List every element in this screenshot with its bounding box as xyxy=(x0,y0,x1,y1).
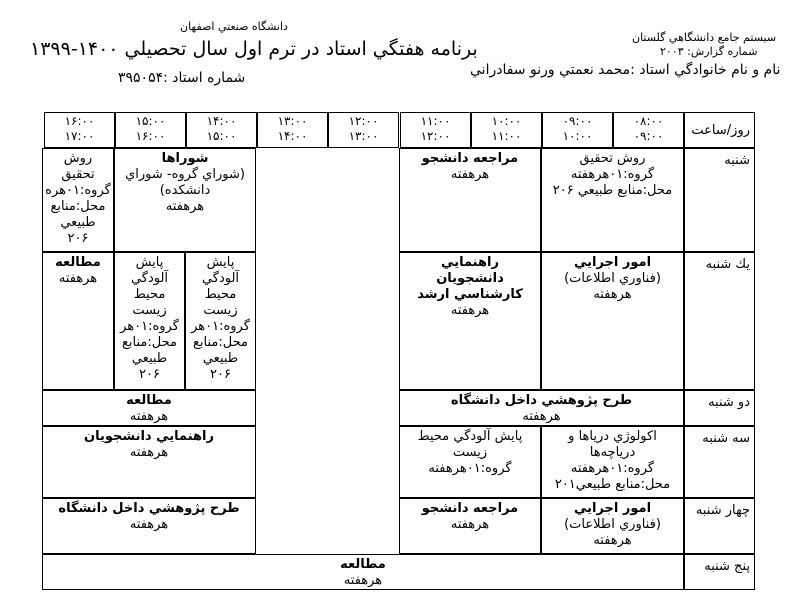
event-line: كارشناسي ارشد xyxy=(417,287,523,302)
event-line: محل:منابع طبيعي۲۰۱ xyxy=(554,477,671,492)
time-from: ۱۴:۰۰ xyxy=(206,114,237,128)
event-line: ۲۰۶ xyxy=(210,367,231,382)
event-line: ۲۰۶ xyxy=(139,367,160,382)
event-line: شوراها xyxy=(161,151,209,166)
schedule-event xyxy=(42,252,114,390)
professor-name: نام و نام خانوادگي استاد :محمد نعمتي ورنو سفادراني xyxy=(470,62,781,78)
schedule-event xyxy=(541,252,684,390)
event-line: هرهفته xyxy=(58,271,98,286)
event-line: مطالعه xyxy=(126,393,172,408)
schedule-event xyxy=(114,148,256,252)
event-line: طبيعي xyxy=(60,215,96,230)
event-line: هرهفته xyxy=(165,199,205,214)
time-to: ۱۱:۰۰ xyxy=(491,129,522,143)
schedule-event xyxy=(399,252,541,390)
day-label: چهار شنبه xyxy=(684,498,755,554)
event-line: روش xyxy=(63,151,93,166)
event-line: محل:منابع xyxy=(50,199,106,214)
event-line: محيط xyxy=(204,287,237,302)
schedule-event xyxy=(42,426,256,498)
event-line: گروه:۰۱هر xyxy=(120,319,179,334)
time-header xyxy=(542,112,613,148)
time-from: ۰۹:۰۰ xyxy=(562,114,593,128)
event-line: هرهفته xyxy=(343,573,383,588)
day-label: سه شنبه xyxy=(684,426,755,498)
event-line: (فناوري اطلاعات) xyxy=(564,517,661,532)
event-line: محل:منابع طبيعي ۲۰۶ xyxy=(552,183,673,198)
time-from: ۱۵:۰۰ xyxy=(135,114,166,128)
schedule-event xyxy=(541,498,684,554)
event-line: گروه:۰۱هرهفته xyxy=(428,461,512,476)
event-line: تحقيق xyxy=(61,167,95,182)
event-line: پايش xyxy=(206,255,235,270)
event-line: امور اجرايي xyxy=(573,255,652,270)
day-label: دو شنبه xyxy=(684,390,755,426)
schedule-event xyxy=(399,498,541,554)
event-line: هرهفته xyxy=(593,287,632,302)
time-from: ۱۱:۰۰ xyxy=(420,114,451,128)
event-line: هرهفته xyxy=(522,409,561,424)
schedule-event xyxy=(399,426,541,498)
event-line: هرهفته xyxy=(450,167,490,182)
time-to: ۱۶:۰۰ xyxy=(135,129,166,143)
schedule-event xyxy=(185,252,256,390)
event-line: روش تحقيق xyxy=(579,151,646,166)
event-line: هرهفته xyxy=(450,517,490,532)
event-line: آلودگي xyxy=(130,271,169,286)
event-line: طبيعي xyxy=(202,351,239,366)
event-line: طرح پژوهشي داخل دانشگاه xyxy=(450,393,633,408)
system-name: سيستم جامع دانشگاهي گلستان xyxy=(632,31,777,44)
schedule-table xyxy=(42,112,755,590)
event-line: محل:منابع xyxy=(122,335,177,350)
time-header xyxy=(328,112,399,148)
event-line: هرهفته xyxy=(593,533,632,548)
time-to: ۱۷:۰۰ xyxy=(64,129,95,143)
event-line: مراجعه دانشجو xyxy=(421,151,519,166)
event-line: زيست xyxy=(203,303,238,318)
page-title: برنامه هفتگي استاد در ترم اول سال تحصيلي ۱۴۰۰-۱۳۹۹ xyxy=(30,38,478,60)
event-line: زيست xyxy=(132,303,167,318)
time-to: ۰۹:۰۰ xyxy=(633,129,664,143)
event-line: پايش آلودگي محيط xyxy=(417,429,523,444)
time-to: ۱۵:۰۰ xyxy=(206,129,237,143)
schedule-event xyxy=(42,148,114,252)
event-line: هرهفته xyxy=(129,517,169,532)
time-to: ۱۲:۰۰ xyxy=(420,129,451,143)
event-line: گروه:۰۱هره xyxy=(45,183,111,198)
schedule-event xyxy=(541,426,684,498)
event-line: (شوراي گروه- شوراي xyxy=(125,167,245,182)
schedule-event xyxy=(399,148,541,252)
event-line: (فناوري اطلاعات) xyxy=(564,271,661,286)
time-header xyxy=(115,112,186,148)
schedule-event xyxy=(541,148,684,252)
event-line: زيست xyxy=(452,445,488,460)
event-line: گروه:۰۱هرهفته xyxy=(570,461,655,476)
event-line: دانشجويان xyxy=(436,271,504,286)
schedule-event xyxy=(114,252,185,390)
schedule-event xyxy=(42,498,256,554)
event-line: پايش xyxy=(135,255,164,270)
day-label: پنج شنبه xyxy=(684,554,755,590)
event-line: طبيعي xyxy=(131,351,168,366)
time-from: ۱۰:۰۰ xyxy=(491,114,522,128)
time-from: ۰۸:۰۰ xyxy=(633,114,664,128)
corner-header: روز/ساعت xyxy=(684,112,755,148)
report-number: شماره گزارش: ۲۰۰۳ xyxy=(660,45,758,58)
day-label: شنبه xyxy=(684,148,755,252)
time-header xyxy=(400,112,471,148)
event-line: درياچه‌ها xyxy=(589,445,636,460)
event-line: ۲۰۶ xyxy=(67,231,89,246)
event-line: هرهفته xyxy=(450,303,490,318)
schedule-event xyxy=(399,390,684,426)
event-line: گروه:۰۱هر xyxy=(191,319,250,334)
time-from: ۱۳:۰۰ xyxy=(277,114,308,128)
event-line: هرهفته xyxy=(129,409,169,424)
event-line: مطالعه xyxy=(340,557,386,572)
event-line: محل:منابع xyxy=(193,335,248,350)
university-name: دانشگاه صنعتي اصفهان xyxy=(180,20,288,33)
event-line: اكولوژي درياها و xyxy=(568,429,657,444)
event-line: راهنمايي دانشجويان xyxy=(83,429,215,444)
event-line: هرهفته xyxy=(129,445,169,460)
time-from: ۱۲:۰۰ xyxy=(348,114,379,128)
event-line: محيط xyxy=(133,287,166,302)
time-from: ۱۶:۰۰ xyxy=(64,114,95,128)
time-to: ۱۴:۰۰ xyxy=(277,129,308,143)
time-to: ۱۳:۰۰ xyxy=(348,129,379,143)
time-header xyxy=(257,112,328,148)
time-to: ۱۰:۰۰ xyxy=(562,129,593,143)
event-line: طرح پژوهشي داخل دانشگاه xyxy=(58,501,240,516)
event-line: راهنمايي xyxy=(441,255,499,270)
time-header xyxy=(471,112,542,148)
time-header xyxy=(186,112,257,148)
event-line: امور اجرايي xyxy=(573,501,652,516)
day-label: يك شنبه xyxy=(684,252,755,390)
time-header xyxy=(613,112,684,148)
schedule-event xyxy=(42,390,256,426)
professor-number: شماره استاد :۳۹۵۰۵۴ xyxy=(118,70,246,86)
event-line: مطالعه xyxy=(55,255,101,270)
schedule-event xyxy=(42,554,684,590)
event-line: آلودگي xyxy=(201,271,240,286)
event-line: مراجعه دانشجو xyxy=(421,501,519,516)
event-line: دانشكده) xyxy=(159,183,211,198)
event-line: گروه:۰۱هرهفته xyxy=(570,167,655,182)
time-header xyxy=(44,112,115,148)
